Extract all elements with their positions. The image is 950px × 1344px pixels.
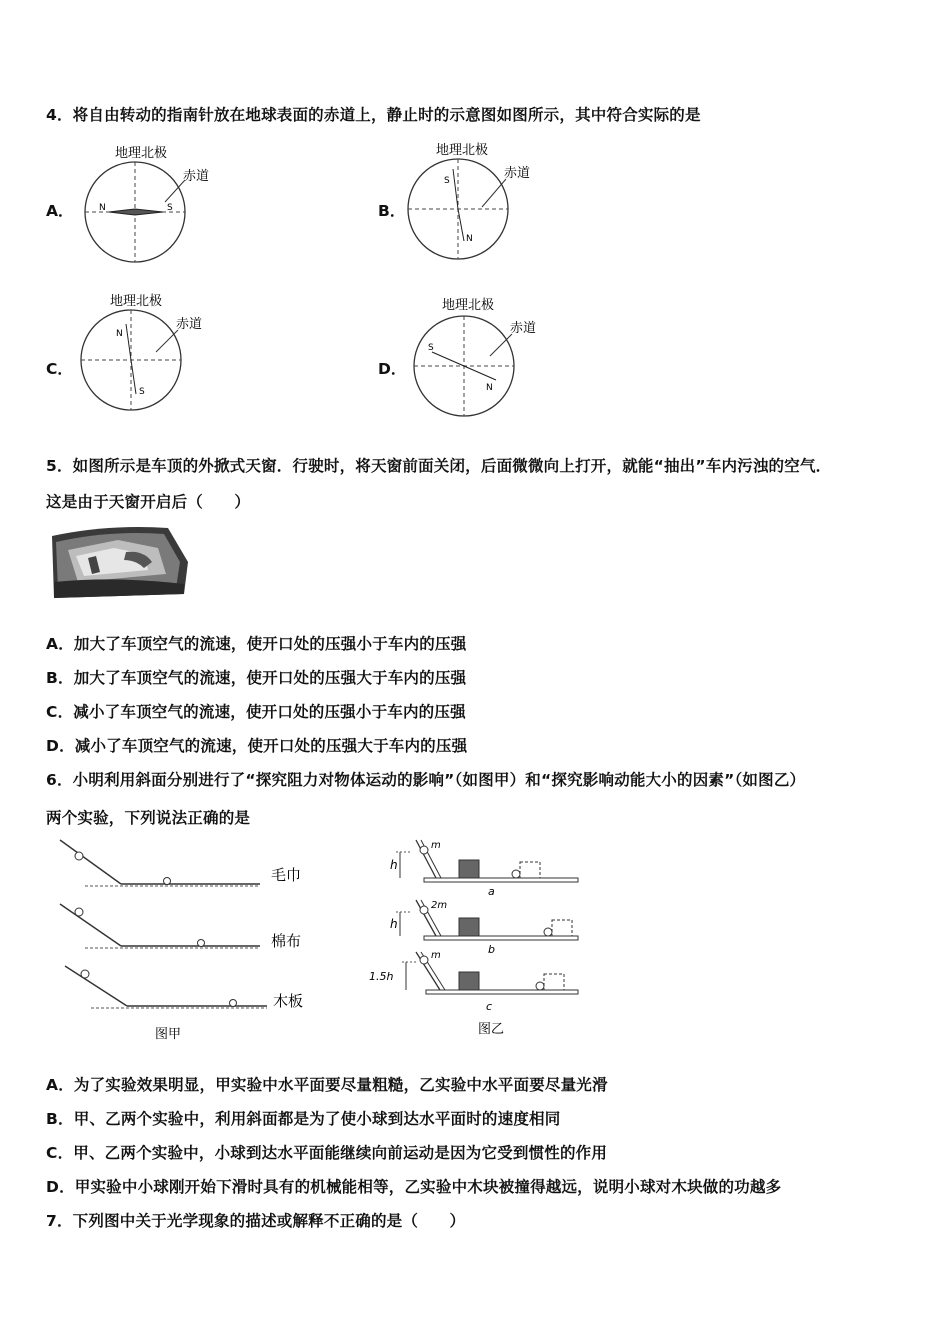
sub-label-b: b (488, 943, 495, 956)
question-6-stem-line2: 两个实验，下列说法正确的是 (46, 809, 251, 827)
question-5-stem-line2: 这是由于天窗开启后（ ） (46, 493, 251, 511)
needle-n-label: N (486, 383, 493, 393)
figure-jia-incline-experiment (55, 838, 325, 1048)
q4-option-c-label[interactable]: C． (46, 360, 73, 378)
height-label-a: h (390, 858, 398, 872)
mass-label-b: 2m (431, 900, 448, 911)
needle-s-label: S (444, 176, 450, 186)
q4-option-b-label[interactable]: B． (378, 202, 406, 220)
q5-option-a[interactable]: A．加大了车顶空气的流速，使开口处的压强小于车内的压强 (46, 635, 467, 653)
q6-option-d[interactable]: D．甲实验中小球刚开始下滑时具有的机械能相等，乙实验中木块被撞得越远，说明小球对木块做的功越多 (46, 1178, 782, 1196)
question-4-stem: 4．将自由转动的指南针放在地球表面的赤道上，静止时的示意图如图所示，其中符合实际的是 (46, 106, 701, 124)
sub-label-a: a (488, 885, 495, 898)
q5-option-d[interactable]: D．减小了车顶空气的流速，使开口处的压强大于车内的压强 (46, 737, 468, 755)
needle-s-label: S (428, 343, 434, 353)
pole-label: 地理北极 (110, 294, 163, 309)
height-label-c: 1.5h (369, 970, 394, 983)
equator-label: 赤道 (176, 317, 203, 332)
equator-label: 赤道 (183, 169, 210, 184)
q6-option-c[interactable]: C．甲、乙两个实验中，小球到达水平面能继续向前运动是因为它受到惯性的作用 (46, 1144, 608, 1162)
surface-towel-label: 毛巾 (271, 866, 302, 884)
compass-diagram-c (76, 290, 226, 420)
needle-s-label: S (167, 203, 173, 213)
needle-n-label: N (466, 234, 473, 244)
needle-n-label: N (116, 329, 123, 339)
question-7-stem: 7．下列图中关于光学现象的描述或解释不正确的是（ ） (46, 1212, 466, 1230)
q5-option-b[interactable]: B．加大了车顶空气的流速，使开口处的压强大于车内的压强 (46, 669, 467, 687)
question-5-stem-line1: 5．如图所示是车顶的外掀式天窗．行驶时，将天窗前面关闭，后面微微向上打开，就能“抽出”车内污浊的空气． (46, 457, 832, 475)
equator-label: 赤道 (510, 321, 537, 336)
q5-option-c[interactable]: C．减小了车顶空气的流速，使开口处的压强小于车内的压强 (46, 703, 466, 721)
sub-label-c: c (486, 1000, 493, 1013)
q6-option-a[interactable]: A．为了实验效果明显，甲实验中水平面要尽量粗糙，乙实验中水平面要尽量光滑 (46, 1076, 608, 1094)
compass-needle-a (109, 209, 163, 215)
pole-label: 地理北极 (436, 143, 489, 158)
figure-jia-caption: 图甲 (155, 1027, 182, 1042)
q6-option-b[interactable]: B．甲、乙两个实验中，利用斜面都是为了使小球到达水平面时的速度相同 (46, 1110, 561, 1128)
compass-diagram-d (406, 294, 556, 424)
surface-wood-label: 木板 (273, 992, 304, 1010)
figure-yi-kinetic-energy-experiment (368, 838, 588, 1043)
q4-option-d-label[interactable]: D． (378, 360, 407, 378)
surface-cotton-label: 棉布 (271, 932, 302, 950)
mass-label-a: m (431, 840, 441, 851)
q4-option-a-label[interactable]: A． (46, 202, 74, 220)
needle-n-label: N (99, 203, 106, 213)
compass-diagram-b (400, 137, 550, 267)
figure-yi-caption: 图乙 (478, 1022, 505, 1037)
height-label-b: h (390, 917, 398, 931)
question-6-stem-line1: 6．小明利用斜面分别进行了“探究阻力对物体运动的影响”（如图甲）和“探究影响动能大小的因素”（如图乙） (46, 771, 806, 789)
compass-diagram-a (75, 140, 225, 270)
equator-label: 赤道 (504, 166, 531, 181)
car-sunroof-photo (48, 522, 190, 602)
needle-s-label: S (139, 387, 145, 397)
mass-label-c: m (431, 950, 441, 961)
pole-label: 地理北极 (115, 146, 168, 161)
pole-label: 地理北极 (442, 298, 495, 313)
